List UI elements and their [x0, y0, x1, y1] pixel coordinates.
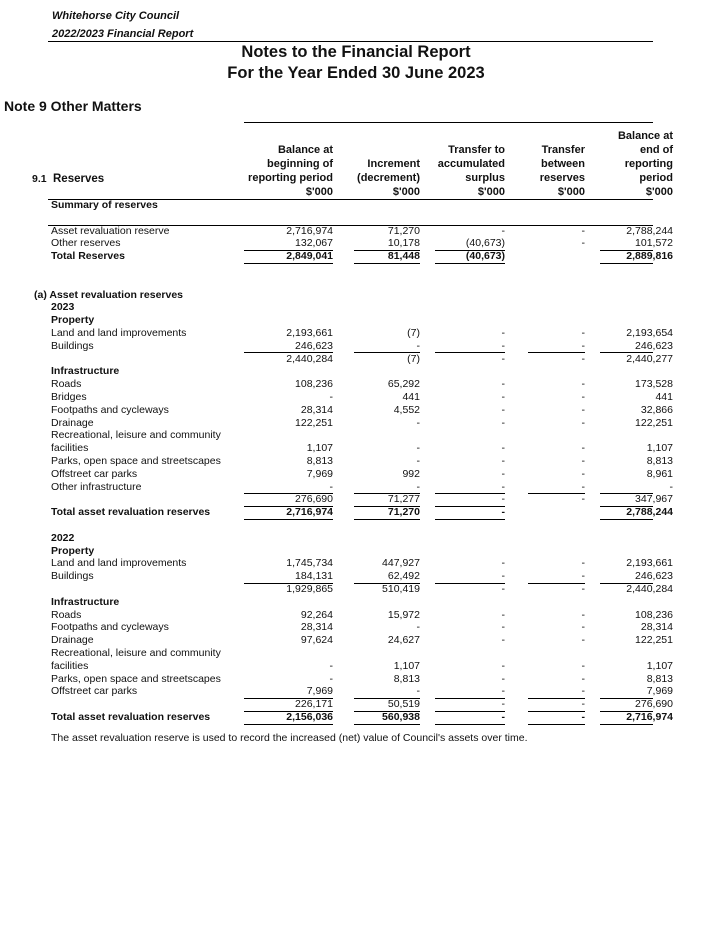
top-rule: [600, 698, 653, 699]
cell-c5: 1,107: [646, 659, 673, 672]
cell-c5: 2,788,244: [626, 224, 673, 237]
cell-c4: -: [581, 467, 585, 480]
cell-c2: 71,270: [387, 224, 420, 237]
cell-c5: 2,440,284: [626, 583, 673, 595]
cell-c5: 2,889,816: [626, 250, 673, 263]
column-header-c2-line-1: Increment: [367, 158, 420, 170]
cell-c5: 246,623: [635, 570, 673, 583]
cell-c3: -: [501, 339, 505, 352]
cell-c1: -: [329, 391, 333, 403]
row-label: 2022: [51, 531, 75, 544]
spacer-row: [0, 263, 653, 276]
cell-c4: -: [581, 416, 585, 429]
top-rule: [528, 698, 585, 699]
cell-c1: 276,690: [295, 493, 333, 506]
section-title: Reserves: [53, 173, 105, 185]
spacer-row: [0, 212, 653, 225]
top-rule: [528, 583, 585, 584]
cell-c4: -: [581, 237, 585, 250]
cell-c5: 122,251: [635, 634, 673, 647]
cell-c2: (7): [407, 352, 420, 365]
table-row: [0, 455, 673, 468]
column-header-c4-line-2: between: [540, 158, 585, 170]
top-rule: [244, 250, 333, 251]
cell-c2: 71,277: [387, 493, 420, 506]
top-rule: [435, 698, 505, 699]
cell-c1: 1,745,734: [286, 557, 333, 570]
top-rule: [354, 352, 420, 353]
table-row: [0, 314, 653, 327]
row-label: Infrastructure: [51, 595, 120, 608]
top-rule: [435, 506, 505, 507]
cell-c3: -: [501, 378, 505, 391]
cell-c5: 108,236: [635, 608, 673, 621]
cell-c3: (40,673): [465, 237, 505, 250]
cell-c4: -: [581, 391, 585, 403]
cell-c1: 7,969: [306, 467, 333, 480]
cell-c4: -: [581, 224, 585, 237]
cell-c2: 10,178: [387, 237, 420, 250]
top-rule: [435, 583, 505, 584]
column-header-c3-line-2: accumulated: [437, 158, 505, 170]
table-row: [0, 289, 653, 302]
cell-c4: -: [581, 659, 585, 672]
cell-c3: -: [501, 416, 505, 429]
table-row: [0, 467, 673, 481]
top-rule: [600, 506, 653, 507]
row-label: Land and land improvements: [51, 327, 187, 339]
cell-c3: -: [501, 506, 505, 519]
top-rule: [244, 352, 333, 353]
top-rule: [244, 493, 333, 494]
table-row: [0, 685, 673, 698]
cell-c2: 8,813: [393, 672, 420, 685]
top-rule: [354, 493, 420, 494]
row-label: Buildings: [51, 570, 94, 583]
cell-c3: -: [501, 557, 505, 570]
cell-c1: -: [329, 672, 333, 685]
cell-c3: -: [501, 672, 505, 685]
cell-c3: -: [501, 467, 505, 480]
cell-c5: 2,193,654: [626, 327, 673, 339]
cell-c2: -: [416, 455, 420, 467]
row-label: Drainage: [51, 634, 94, 647]
cell-c4: -: [581, 685, 585, 698]
row-label: Asset revaluation reserve: [51, 224, 170, 237]
cell-c3: -: [501, 621, 505, 634]
table-row: [0, 429, 653, 442]
section-number: 9.1: [32, 173, 47, 185]
top-rule: [600, 711, 653, 712]
table-row: [0, 711, 673, 724]
bottom-rule: [600, 724, 653, 725]
cell-c4: -: [581, 634, 585, 647]
cell-c4: -: [581, 378, 585, 391]
cell-c5: 8,961: [646, 467, 673, 480]
cell-c4: -: [581, 621, 585, 634]
column-header-c1-line-1: Balance at: [277, 144, 333, 156]
page-subtitle: For the Year Ended 30 June 2023: [227, 64, 485, 82]
cell-c3: -: [501, 442, 505, 455]
table-row: [0, 532, 653, 545]
table-top-rule: [244, 122, 653, 123]
top-rule: [435, 352, 505, 353]
table-row: [0, 250, 673, 263]
top-rule: [354, 250, 420, 251]
cell-c5: 8,813: [646, 455, 673, 467]
row-label: Buildings: [51, 339, 94, 352]
cell-c1: 2,716,974: [286, 506, 333, 519]
table-row: [0, 237, 673, 250]
row-label: Parks, open space and streetscapes: [51, 672, 221, 685]
column-header-c5-line-4: period: [639, 172, 673, 184]
top-rule: [244, 583, 333, 584]
cell-c1: -: [329, 659, 333, 672]
table-row: [0, 365, 653, 378]
row-label: Summary of reserves: [51, 199, 158, 211]
cell-c3: -: [501, 711, 505, 723]
table-row: [0, 570, 673, 583]
cell-c1: 132,067: [295, 237, 333, 250]
cell-c4: -: [581, 339, 585, 352]
cell-c1: 108,236: [295, 378, 333, 391]
column-header-c3-line-4: $'000: [477, 186, 505, 198]
cell-c4: -: [581, 711, 585, 723]
row-label: Total asset revaluation reserves: [51, 506, 211, 519]
table-row: [0, 596, 653, 609]
cell-c3: -: [501, 403, 505, 416]
cell-c5: 122,251: [635, 416, 673, 429]
cell-c5: 2,193,661: [626, 557, 673, 570]
table-row: [0, 199, 653, 212]
header-rule: [48, 41, 653, 42]
spacer-row: [0, 519, 653, 532]
cell-c1: 28,314: [300, 621, 333, 634]
table-row: [0, 327, 673, 340]
top-rule: [528, 711, 585, 712]
cell-c3: -: [501, 659, 505, 672]
cell-c2: 447,927: [382, 557, 420, 570]
top-rule: [244, 698, 333, 699]
row-label: Roads: [51, 608, 82, 621]
table-row: [0, 621, 673, 634]
top-rule: [354, 583, 420, 584]
cell-c5: 2,716,974: [626, 711, 673, 723]
cell-c3: -: [501, 570, 505, 583]
cell-c5: 276,690: [635, 698, 673, 711]
cell-c4: -: [581, 608, 585, 621]
column-header-c2-line-3: $'000: [392, 186, 420, 198]
cell-c2: -: [416, 621, 420, 634]
cell-c5: 246,623: [635, 339, 673, 352]
cell-c2: 441: [402, 391, 420, 403]
row-label: Infrastructure: [51, 365, 120, 378]
column-header-c3-line-1: Transfer to: [448, 144, 505, 156]
bottom-rule: [354, 724, 420, 725]
row-label: Total Reserves: [51, 250, 125, 263]
cell-c4: -: [581, 442, 585, 455]
cell-c5: 173,528: [635, 378, 673, 391]
row-label: Offstreet car parks: [51, 685, 138, 698]
table-row: [0, 391, 673, 404]
column-header-c1-line-3: reporting period: [248, 172, 333, 184]
row-label: Parks, open space and streetscapes: [51, 455, 221, 467]
cell-c2: 1,107: [393, 659, 420, 672]
cell-c1: 8,813: [306, 455, 333, 467]
cell-c1: 2,193,661: [286, 327, 333, 339]
row-label: 2023: [51, 301, 75, 314]
cell-c3: -: [501, 480, 505, 493]
table-row: [0, 378, 673, 391]
cell-c2: -: [416, 480, 420, 493]
row-label: Footpaths and cycleways: [51, 621, 169, 634]
cell-c3: (40,673): [465, 250, 505, 263]
cell-c1: 97,624: [300, 634, 333, 647]
table-row: [0, 672, 673, 686]
cell-c2: 71,270: [387, 506, 420, 519]
column-header-c1-line-4: $'000: [305, 186, 333, 198]
header-bottom-rule: [48, 199, 653, 200]
table-row: [0, 608, 673, 622]
cell-c1: 1,929,865: [286, 583, 333, 595]
top-rule: [244, 506, 333, 507]
spacer-row: [0, 276, 653, 289]
table-row: [0, 301, 653, 314]
cell-c4: -: [581, 493, 585, 506]
cell-c3: -: [501, 583, 505, 595]
subtotal-row: [0, 352, 673, 366]
top-rule: [354, 506, 420, 507]
cell-c2: 15,972: [387, 608, 420, 621]
table-row: [0, 506, 673, 519]
table-row: [0, 647, 653, 660]
top-rule: [435, 250, 505, 251]
cell-c4: -: [581, 403, 585, 416]
cell-c4: -: [581, 327, 585, 339]
table-row: [0, 442, 673, 455]
column-header-c3-line-3: surplus: [465, 172, 505, 184]
cell-c3: -: [501, 455, 505, 467]
top-rule: [354, 698, 420, 699]
top-rule: [435, 493, 505, 494]
cell-c4: -: [581, 698, 585, 711]
column-header-c4-line-1: Transfer: [541, 144, 585, 156]
table-row: [0, 339, 673, 353]
table-row: [0, 224, 673, 238]
row-label: Total asset revaluation reserves: [51, 711, 211, 723]
row-label: Drainage: [51, 416, 94, 429]
row-label: Roads: [51, 378, 82, 391]
row-label: Recreational, leisure and community: [51, 647, 221, 659]
cell-c2: (7): [407, 327, 420, 339]
cell-c2: -: [416, 339, 420, 352]
top-rule: [600, 493, 653, 494]
top-rule: [435, 711, 505, 712]
cell-c4: -: [581, 557, 585, 570]
cell-c3: -: [501, 698, 505, 711]
page-title: Notes to the Financial Report: [241, 43, 471, 61]
row-label: facilities: [51, 442, 89, 455]
table-row: [0, 557, 673, 570]
cell-c1: 226,171: [295, 698, 333, 711]
table-row: [0, 480, 673, 494]
row-label: Property: [51, 544, 95, 557]
row-label: Other infrastructure: [51, 480, 142, 493]
cell-c2: -: [416, 442, 420, 455]
cell-c5: 1,107: [646, 442, 673, 455]
cell-c5: 8,813: [646, 672, 673, 685]
cell-c5: 441: [655, 391, 673, 403]
row-label: Footpaths and cycleways: [51, 403, 169, 416]
cell-c1: 2,849,041: [286, 250, 333, 263]
cell-c4: -: [581, 480, 585, 493]
cell-c2: 560,938: [382, 711, 420, 723]
cell-c2: -: [416, 416, 420, 429]
cell-c4: -: [581, 455, 585, 467]
subtotal-row: [0, 583, 673, 596]
cell-c5: 101,572: [635, 237, 673, 250]
column-header-c4-line-3: reserves: [539, 172, 585, 184]
bottom-rule: [244, 724, 333, 725]
top-rule: [354, 711, 420, 712]
column-header-c4-line-4: $'000: [557, 186, 585, 198]
row-label: facilities: [51, 659, 89, 672]
column-header-c1-line-2: beginning of: [267, 158, 333, 170]
cell-c4: -: [581, 570, 585, 583]
section-heading: [32, 173, 104, 185]
column-header-c2-line-2: (decrement): [357, 172, 420, 184]
top-rule: [528, 493, 585, 494]
cell-c3: -: [501, 352, 505, 365]
cell-c2: 81,448: [387, 250, 420, 263]
bottom-rule: [435, 724, 505, 725]
report-name: 2022/2023 Financial Report: [52, 28, 194, 40]
cell-c2: 65,292: [387, 378, 420, 391]
top-rule: [244, 711, 333, 712]
cell-c1: 92,264: [300, 608, 333, 621]
cell-c1: 122,251: [295, 416, 333, 429]
cell-c2: -: [416, 685, 420, 698]
cell-c5: 347,967: [635, 493, 673, 506]
cell-c2: 24,627: [387, 634, 420, 647]
row-label: Land and land improvements: [51, 557, 187, 570]
top-rule: [600, 583, 653, 584]
top-rule: [528, 352, 585, 353]
column-header-c5-line-2: end of: [640, 144, 673, 156]
cell-c4: -: [581, 583, 585, 595]
cell-c3: -: [501, 391, 505, 403]
top-rule: [600, 250, 653, 251]
cell-c3: -: [501, 327, 505, 339]
cell-c1: 1,107: [306, 442, 333, 455]
row-label: Other reserves: [51, 237, 121, 250]
cell-c4: -: [581, 352, 585, 365]
cell-c2: 992: [402, 467, 420, 480]
subtotal-row: [0, 698, 673, 711]
cell-c3: -: [501, 685, 505, 698]
cell-c1: -: [329, 480, 333, 493]
cell-c1: 2,440,284: [286, 352, 333, 365]
cell-c4: -: [581, 672, 585, 685]
note-heading: Note 9 Other Matters: [4, 98, 142, 114]
table-row: [0, 416, 673, 430]
bottom-rule: [528, 724, 585, 725]
cell-c1: 246,623: [295, 339, 333, 352]
column-header-c5-line-5: $'000: [645, 186, 673, 198]
organisation-name: Whitehorse City Council: [52, 10, 180, 22]
cell-c1: 184,131: [295, 570, 333, 583]
cell-c1: 2,156,036: [286, 711, 333, 723]
footnote: The asset revaluation reserve is used to record the increased (net) value of Council's assets over time.: [51, 732, 528, 744]
row-label: Bridges: [51, 391, 87, 403]
row-label: Offstreet car parks: [51, 467, 138, 480]
cell-c5: 32,866: [640, 403, 673, 416]
cell-c1: 28,314: [300, 403, 333, 416]
cell-c2: 50,519: [387, 698, 420, 711]
column-header-c5-line-1: Balance at: [617, 130, 673, 142]
cell-c3: -: [501, 608, 505, 621]
top-rule: [600, 352, 653, 353]
cell-c5: 7,969: [646, 685, 673, 698]
cell-c3: -: [501, 493, 505, 506]
table-row: [0, 403, 673, 417]
cell-c2: 510,419: [382, 583, 420, 595]
cell-c3: -: [501, 224, 505, 237]
cell-c1: 7,969: [306, 685, 333, 698]
table-row: [0, 545, 653, 558]
cell-c1: 2,716,974: [286, 224, 333, 237]
table-row: [0, 659, 673, 673]
cell-c5: 2,788,244: [626, 506, 673, 519]
summary-top-rule: [48, 225, 653, 226]
cell-c3: -: [501, 634, 505, 647]
cell-c5: 2,440,277: [626, 352, 673, 365]
cell-c5: -: [669, 480, 673, 493]
table-row: [0, 634, 673, 647]
cell-c2: 62,492: [387, 570, 420, 583]
subtotal-row: [0, 493, 673, 506]
row-label: Property: [51, 314, 95, 327]
cell-c5: 28,314: [640, 621, 673, 634]
cell-c2: 4,552: [393, 403, 420, 416]
row-label: (a) Asset revaluation reserves: [34, 288, 184, 301]
column-header-c5-line-3: reporting: [624, 158, 673, 170]
row-label: Recreational, leisure and community: [51, 429, 221, 442]
